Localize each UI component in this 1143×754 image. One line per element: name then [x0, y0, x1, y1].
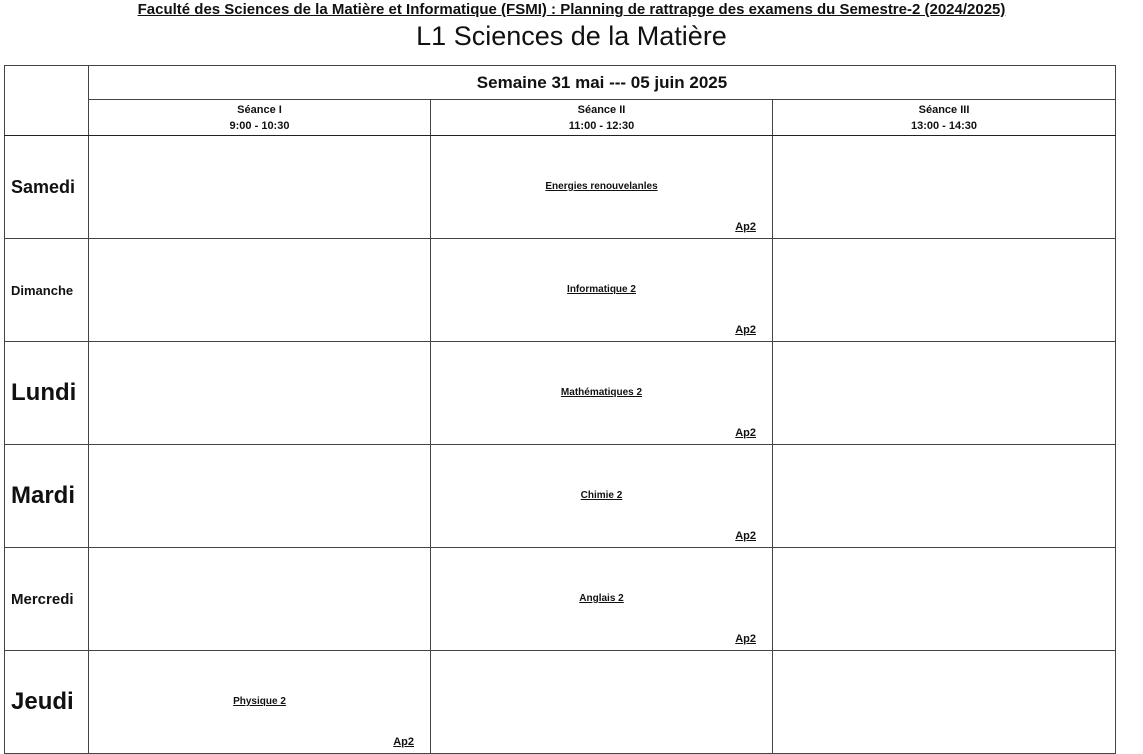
day-label: Samedi [5, 136, 89, 239]
slot-cell [431, 239, 773, 342]
seance-3-header [773, 100, 1116, 136]
slot-cell [773, 136, 1116, 239]
slot-cell [89, 651, 431, 754]
slot-cell [89, 136, 431, 239]
seance-1-header [89, 100, 431, 136]
slot-cell [89, 548, 431, 651]
slot-cell [89, 342, 431, 445]
day-label: Lundi [5, 342, 89, 445]
exam-subject: Physique 2 [233, 696, 286, 707]
slot-cell [773, 239, 1116, 342]
slot-cell [773, 342, 1116, 445]
slot-cell [89, 239, 431, 342]
exam-subject: Informatique 2 [567, 284, 636, 295]
week-header-row [5, 66, 1116, 100]
exam-room: Ap2 [735, 324, 756, 336]
page-title: Faculté des Sciences de la Matière et Informatique (FSMI) : Planning de rattrapge des examens du Semestre-2 (2024/2025) [137, 1, 1006, 18]
table-row [5, 548, 1116, 651]
day-label: Mardi [5, 445, 89, 548]
exam-room: Ap2 [735, 633, 756, 645]
exam-subject: Mathématiques 2 [560, 387, 643, 398]
table-row [5, 651, 1116, 754]
exam-subject: Energies renouvelanles [545, 181, 658, 192]
slot-cell [431, 548, 773, 651]
slot-cell [89, 445, 431, 548]
slot-cell [431, 136, 773, 239]
seance-name: Séance II [577, 103, 626, 116]
table-row [5, 342, 1116, 445]
seance-time: 9:00 - 10:30 [229, 119, 290, 132]
day-label: Jeudi [5, 651, 89, 754]
slot-cell [431, 445, 773, 548]
seance-header-row [5, 100, 1116, 136]
exam-room: Ap2 [735, 221, 756, 233]
seance-2-header [431, 100, 773, 136]
seance-time: 11:00 - 12:30 [568, 119, 635, 132]
seance-name: Séance I [237, 103, 282, 116]
schedule-table [4, 65, 1116, 754]
slot-cell [431, 342, 773, 445]
slot-cell [773, 651, 1116, 754]
seance-name: Séance III [918, 103, 970, 116]
slot-cell [773, 445, 1116, 548]
seance-time: 13:00 - 14:30 [910, 119, 978, 132]
exam-room: Ap2 [735, 530, 756, 542]
slot-cell [431, 651, 773, 754]
exam-room: Ap2 [735, 427, 756, 439]
slot-cell [773, 548, 1116, 651]
table-row [5, 136, 1116, 239]
exam-room: Ap2 [393, 736, 414, 748]
day-label: Mercredi [5, 548, 89, 651]
exam-subject: Chimie 2 [580, 490, 623, 501]
corner-cell [5, 66, 89, 136]
exam-subject: Anglais 2 [579, 593, 624, 604]
table-row [5, 239, 1116, 342]
table-row [5, 445, 1116, 548]
day-label: Dimanche [5, 239, 89, 342]
week-label: Semaine 31 mai --- 05 juin 2025 [89, 66, 1116, 100]
page-subtitle: L1 Sciences de la Matière [416, 21, 727, 51]
